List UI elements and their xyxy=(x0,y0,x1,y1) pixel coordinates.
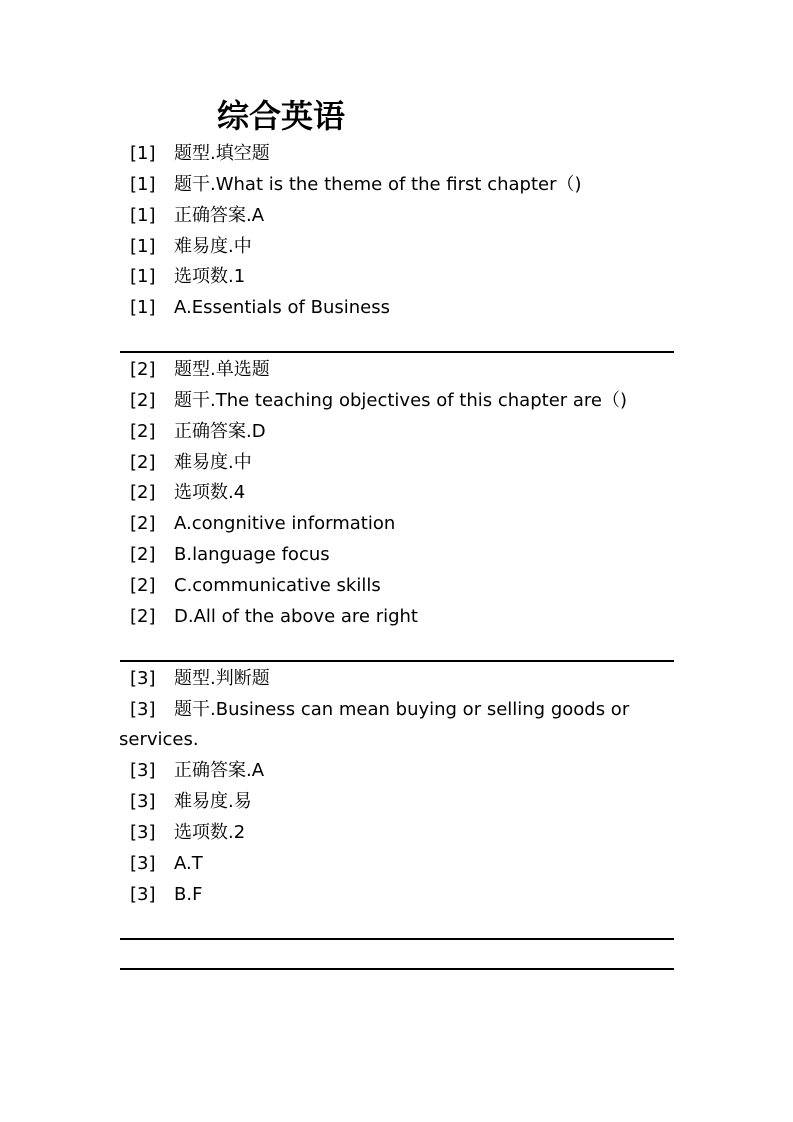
q1-option-count: 选项数.1 xyxy=(174,266,246,287)
q3-option-line xyxy=(130,852,203,876)
q2-answer: 正确答案.D xyxy=(174,421,266,442)
q2-difficulty: 难易度.中 xyxy=(174,452,252,473)
q2-option-line xyxy=(130,574,381,598)
q2-number: [2] xyxy=(130,421,156,442)
q2-number: [2] xyxy=(130,544,156,565)
q2-option-line xyxy=(130,512,395,536)
q1-number: [1] xyxy=(130,205,156,226)
q3-number: [3] xyxy=(130,699,156,720)
q3-stem: 题干.Business can mean buying or selling goods or xyxy=(174,699,630,720)
q2-option-d: D.All of the above are right xyxy=(174,606,418,627)
q1-stem: 题干.What is the theme of the first chapter（) xyxy=(174,174,582,195)
q2-stem: 题干.The teaching objectives of this chapter are（) xyxy=(174,390,628,411)
q1-answer: 正确答案.A xyxy=(174,205,265,226)
q3-answer: 正确答案.A xyxy=(174,760,265,781)
q3-option-b: B.F xyxy=(174,884,203,905)
divider-1 xyxy=(120,351,674,353)
q1-stem-line xyxy=(130,173,582,197)
q3-type: 题型.判断题 xyxy=(174,668,270,689)
q2-option-count-line xyxy=(130,481,245,505)
q1-option-line xyxy=(130,296,390,320)
divider-2 xyxy=(120,660,674,662)
q3-number: [3] xyxy=(130,822,156,843)
q1-difficulty-line xyxy=(130,235,252,259)
q2-number: [2] xyxy=(130,606,156,627)
q2-number: [2] xyxy=(130,513,156,534)
q2-option-count: 选项数.4 xyxy=(174,482,246,503)
q1-difficulty: 难易度.中 xyxy=(174,236,252,257)
q2-number: [2] xyxy=(130,482,156,503)
q2-type: 题型.单选题 xyxy=(174,359,270,380)
q2-number: [2] xyxy=(130,452,156,473)
q1-option-count-line xyxy=(130,265,245,289)
q3-number: [3] xyxy=(130,791,156,812)
q3-answer-line xyxy=(130,759,264,783)
q2-number: [2] xyxy=(130,359,156,380)
q3-option-count: 选项数.2 xyxy=(174,822,246,843)
q1-answer-line xyxy=(130,204,264,228)
q1-number: [1] xyxy=(130,143,156,164)
q3-type-line xyxy=(130,667,270,691)
q2-option-b: B.language focus xyxy=(174,544,330,565)
q2-difficulty-line xyxy=(130,451,252,475)
q1-option-a: A.Essentials of Business xyxy=(174,297,390,318)
q1-number: [1] xyxy=(130,297,156,318)
divider-4 xyxy=(120,968,674,970)
q1-type-line xyxy=(130,142,270,166)
divider-3 xyxy=(120,938,674,940)
q3-difficulty-line xyxy=(130,790,252,814)
q3-option-line xyxy=(130,883,202,907)
q3-number: [3] xyxy=(130,853,156,874)
q2-number: [2] xyxy=(130,390,156,411)
q3-stem-continued: services. xyxy=(119,729,199,750)
q1-type: 题型.填空题 xyxy=(174,143,270,164)
q2-type-line xyxy=(130,358,270,382)
q3-option-count-line xyxy=(130,821,245,845)
q3-number: [3] xyxy=(130,884,156,905)
page-title: 综合英语 xyxy=(217,97,346,135)
q2-number: [2] xyxy=(130,575,156,596)
q3-stem-line xyxy=(130,698,629,722)
q3-difficulty: 难易度.易 xyxy=(174,791,252,812)
q1-number: [1] xyxy=(130,236,156,257)
q3-number: [3] xyxy=(130,668,156,689)
q2-option-a: A.congnitive information xyxy=(174,513,396,534)
q2-option-line xyxy=(130,543,330,567)
q2-answer-line xyxy=(130,420,266,444)
q1-number: [1] xyxy=(130,174,156,195)
q1-number: [1] xyxy=(130,266,156,287)
q2-option-line xyxy=(130,605,418,629)
q2-option-c: C.communicative skills xyxy=(174,575,381,596)
q3-number: [3] xyxy=(130,760,156,781)
q2-stem-line xyxy=(130,389,627,413)
q3-option-a: A.T xyxy=(174,853,203,874)
